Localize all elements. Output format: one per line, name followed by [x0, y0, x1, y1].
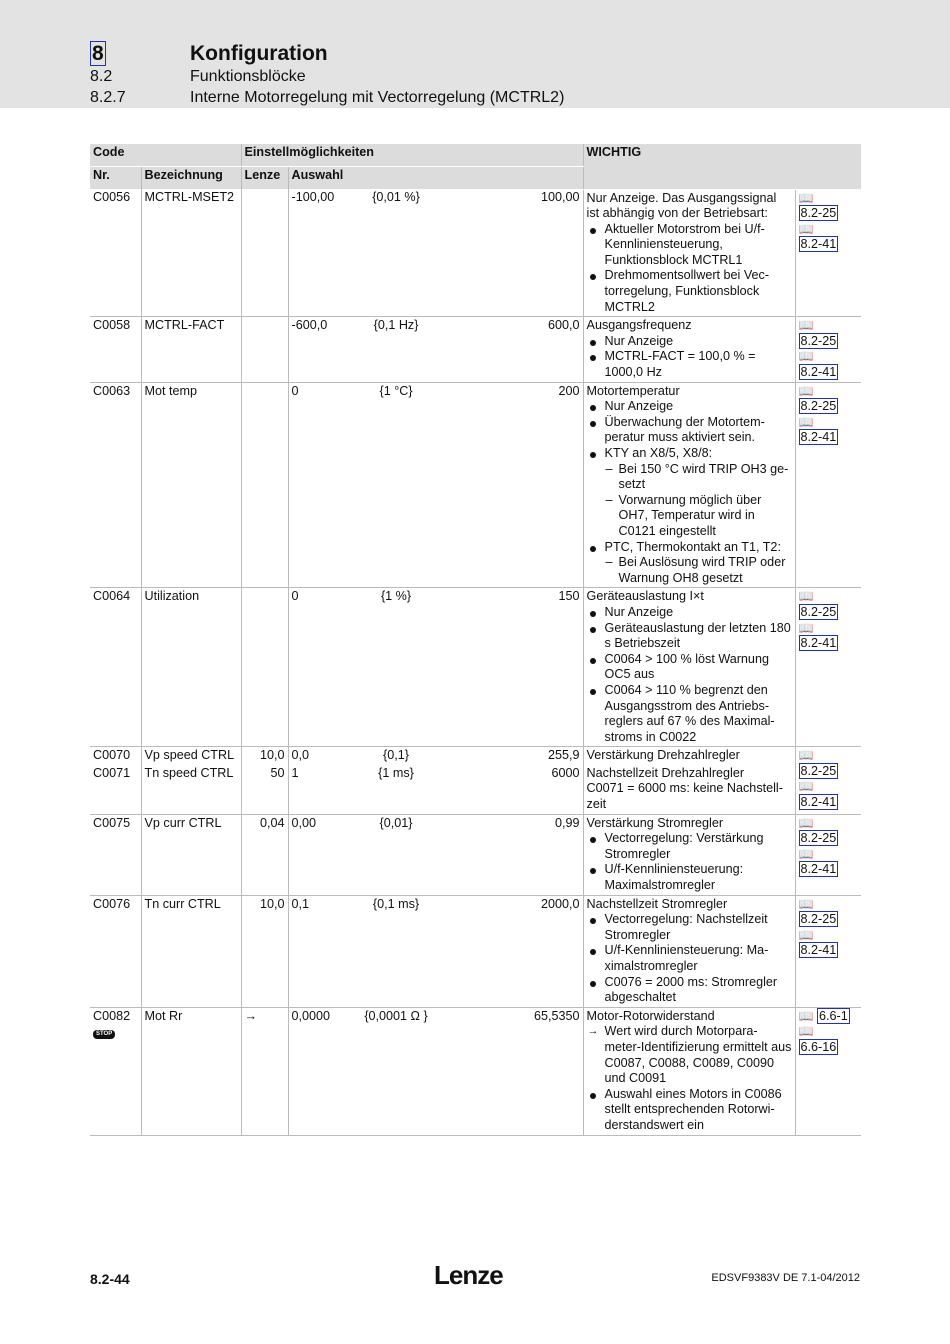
stop-icon: STOP — [93, 1030, 115, 1039]
description — [583, 1007, 795, 1135]
code-nr: C0076 — [90, 895, 141, 1007]
code-name: Vp speed CTRL — [141, 747, 241, 765]
table-row — [90, 747, 861, 765]
range-min: 0,1 — [288, 895, 361, 1007]
lenze-default: 10,0 — [241, 895, 288, 1007]
lenze-logo: Lenze — [434, 1260, 503, 1290]
book-icon: 📖 — [798, 589, 814, 604]
ref-link[interactable]: 8.2-25 — [800, 333, 837, 348]
code-name: Tn speed CTRL — [141, 765, 241, 814]
code-nr: C0075 — [90, 814, 141, 895]
section-number: 8.2 — [90, 68, 113, 85]
book-icon: 📖 — [798, 748, 814, 763]
book-icon: 📖 — [798, 927, 814, 942]
references — [795, 317, 861, 382]
range-max: 150 — [431, 588, 583, 747]
bullet-item: Nur Anzeige — [605, 605, 792, 621]
code-nr: C0064 — [90, 588, 141, 747]
bullet-item: Vectorregelung: Nachstellzeit Stromregler — [605, 912, 792, 943]
ref-link[interactable]: 8.2-25 — [800, 831, 837, 846]
range-min: 0 — [288, 382, 361, 588]
code-nr: C0063 — [90, 382, 141, 588]
description — [583, 317, 795, 382]
range-step: {0,1} — [383, 748, 409, 763]
bullet-item: U/f-Kennliniensteuerung: Ma-ximalstromregler — [605, 943, 792, 974]
range-max: 600,0 — [431, 317, 583, 382]
bullet-item: Überwachung der Motortem-peratur muss aktiviert sein. — [605, 415, 792, 446]
bullet-item — [605, 540, 792, 587]
page-number: 8.2-44 — [90, 1271, 130, 1287]
range-max: 200 — [431, 382, 583, 588]
description-lead: Verstärkung Drehzahlregler — [586, 748, 740, 763]
header-nr: Nr. — [90, 167, 141, 190]
header-code: Code — [90, 144, 241, 167]
book-icon: 📖 — [798, 190, 814, 205]
book-icon: 📖 — [798, 815, 814, 830]
description-lead: Motor-Rotorwiderstand — [586, 1008, 715, 1023]
description — [583, 765, 795, 814]
ref-link[interactable]: 8.2-25 — [800, 604, 837, 619]
code-name: Vp curr CTRL — [141, 814, 241, 895]
range-max: 2000,0 — [431, 895, 583, 1007]
bullet-item: C0064 > 100 % löst Warnung OC5 aus — [605, 652, 792, 683]
code-name: Mot Rr — [141, 1007, 241, 1135]
description — [583, 895, 795, 1007]
ref-link[interactable]: 8.2-41 — [800, 430, 837, 445]
references — [795, 1007, 861, 1135]
description-lead: Nachstellzeit Stromregler — [586, 896, 728, 911]
range-step: {1 %} — [361, 588, 431, 747]
table-row — [90, 588, 861, 747]
book-icon: 📖 — [798, 349, 814, 364]
bullet-item — [605, 446, 792, 540]
range-step: {0,1 Hz} — [361, 317, 431, 382]
table-row — [90, 895, 861, 1007]
book-icon: 📖 — [798, 1008, 814, 1023]
description — [583, 189, 795, 317]
code-nr: C0082 — [93, 1008, 131, 1023]
code-nr: C0070 — [93, 748, 131, 763]
range-min: 0,0 — [288, 747, 361, 765]
references — [795, 588, 861, 747]
subsection-number: 8.2.7 — [90, 89, 126, 106]
lenze-default — [241, 588, 288, 747]
description-lead: Nur Anzeige. Das Ausgangssignal ist abhängig von der Betriebsart: — [586, 190, 777, 221]
document-id: EDSVF9383V DE 7.1-04/2012 — [711, 1272, 860, 1284]
ref-link[interactable]: 8.2-41 — [800, 636, 837, 651]
code-name: Tn curr CTRL — [141, 895, 241, 1007]
description-lead: Ausgangsfrequenz — [586, 318, 692, 333]
lenze-default: 10,0 — [241, 747, 288, 765]
lenze-default: 0,04 — [241, 814, 288, 895]
code-table — [90, 144, 861, 1136]
references — [795, 814, 861, 895]
description — [583, 747, 795, 765]
range-step: {1 °C} — [361, 382, 431, 588]
code-name: MCTRL-FACT — [141, 317, 241, 382]
chapter-title: Konfiguration — [190, 42, 328, 65]
subsection-title: Interne Motorregelung mit Vectorregelung (MCTRL2) — [190, 89, 565, 106]
code-nr: C0071 — [90, 765, 141, 814]
table-row — [90, 1007, 861, 1135]
section-heading — [90, 68, 306, 86]
description-lead: Motortemperatur — [586, 383, 680, 398]
bullet-item: C0076 = 2000 ms: Stromregler abgeschaltet — [605, 975, 792, 1006]
dash-item: – Bei 150 °C wird TRIP OH3 ge-setzt — [619, 462, 792, 493]
lenze-default — [241, 189, 288, 317]
range-min: -100,00 — [288, 189, 361, 317]
description-lead: Nachstellzeit Drehzahlregler — [586, 765, 745, 780]
references — [795, 747, 861, 814]
description — [583, 588, 795, 747]
dash-item: – Vorwarnung möglich über OH7, Temperatur wird in C0121 eingestellt — [619, 493, 792, 540]
range-min: 1 — [288, 765, 361, 814]
description-lead: Geräteauslastung I×t — [586, 589, 704, 604]
range-max: 100,00 — [431, 189, 583, 317]
bullet-item: Drehmomentsollwert bei Vec-torregelung, Funktionsblock MCTRL2 — [605, 268, 792, 315]
range-step: {1 ms} — [361, 765, 431, 814]
range-step: {0,0001 Ω } — [361, 1007, 431, 1135]
code-nr: C0056 — [90, 189, 141, 317]
description-note: C0071 = 6000 ms: keine Nachstell-zeit — [586, 781, 783, 812]
range-min: 0,0000 — [288, 1007, 361, 1135]
book-icon: 📖 — [798, 620, 814, 635]
description — [583, 382, 795, 588]
header-important: WICHTIG — [583, 144, 861, 189]
references — [795, 189, 861, 317]
chapter-heading — [90, 42, 328, 66]
range-min: 0 — [288, 588, 361, 747]
book-icon: 📖 — [798, 221, 814, 236]
table-row — [90, 189, 861, 317]
code-name: Utilization — [141, 588, 241, 747]
ref-link[interactable]: 8.2-41 — [800, 862, 837, 877]
range-max: 0,99 — [431, 814, 583, 895]
ref-link[interactable]: 8.2-41 — [800, 365, 837, 380]
header-settings: Einstellmöglichkeiten — [241, 144, 583, 167]
lenze-default: → — [241, 1007, 288, 1135]
bullet-item: Vectorregelung: Verstärkung Stromregler — [605, 831, 792, 862]
bullet-item: C0064 > 110 % begrenzt den Ausgangsstrom des Antriebs-reglers auf 67 % des Maximal-stroms in C0022 — [605, 683, 792, 745]
book-icon: 📖 — [798, 318, 814, 333]
table-row — [90, 814, 861, 895]
lenze-default — [241, 317, 288, 382]
code-nr-cell — [90, 1007, 141, 1135]
code-name: Mot temp — [141, 382, 241, 588]
page-header — [0, 0, 950, 108]
range-max: 255,9 — [548, 748, 580, 763]
lenze-default — [241, 382, 288, 588]
code-nr: C0058 — [90, 317, 141, 382]
book-icon: 📖 — [798, 846, 814, 861]
range-min: 0,00 — [288, 814, 361, 895]
book-icon: 📖 — [798, 779, 814, 794]
code-name: MCTRL-MSET2 — [141, 189, 241, 317]
range-max: 6000 — [431, 765, 583, 814]
references — [795, 895, 861, 1007]
header-selection: Auswahl — [288, 167, 583, 190]
bullet-text: PTC, Thermokontakt an T1, T2: — [604, 539, 781, 554]
ref-link[interactable]: 8.2-41 — [800, 943, 837, 958]
dash-item: – Bei Auslösung wird TRIP oder Warnung OH8 gesetzt — [619, 555, 792, 586]
arrow-item: → Wert wird durch Motorpara-meter-Identifizierung ermittelt aus C0087, C0088, C0089, C0090 und C0091 — [605, 1024, 792, 1086]
chapter-number-link[interactable]: 8 — [92, 42, 104, 65]
bullet-item: Aktueller Motorstrom bei U/f-Kennliniensteuerung, Funktionsblock MCTRL1 — [605, 222, 792, 269]
subsection-heading — [90, 89, 564, 107]
bullet-item: MCTRL-FACT = 100,0 % = 1000,0 Hz — [605, 349, 792, 380]
range-step: {0,01 %} — [361, 189, 431, 317]
range-min: -600,0 — [288, 317, 361, 382]
ref-link[interactable]: 8.2-25 — [800, 399, 837, 414]
ref-link[interactable]: 8.2-41 — [800, 795, 837, 810]
ref-link[interactable]: 6.6-1 — [819, 1008, 848, 1023]
table-row — [90, 765, 861, 814]
bullet-item: U/f-Kennliniensteuerung: Maximalstromregler — [605, 862, 792, 893]
header-name: Bezeichnung — [141, 167, 241, 190]
ref-link[interactable]: 8.2-25 — [800, 912, 837, 927]
ref-link[interactable]: 8.2-25 — [800, 763, 837, 778]
book-icon: 📖 — [798, 414, 814, 429]
bullet-text: KTY an X8/5, X8/8: — [604, 446, 713, 460]
range-max: 65,5350 — [431, 1007, 583, 1135]
bullet-item: Nur Anzeige — [605, 399, 792, 415]
range-step: {0,01} — [361, 814, 431, 895]
references — [795, 382, 861, 588]
ref-link[interactable]: 8.2-25 — [800, 206, 837, 221]
bullet-item: Geräteauslastung der letzten 180 s Betriebszeit — [604, 620, 791, 651]
ref-link[interactable]: 8.2-41 — [800, 237, 837, 252]
lenze-default: 50 — [241, 765, 288, 814]
bullet-item: Auswahl eines Motors in C0086 stellt entsprechenden Rotorwi-derstandswert ein — [605, 1087, 792, 1134]
header-lenze: Lenze — [241, 167, 288, 190]
section-title: Funktionsblöcke — [190, 68, 306, 85]
description-lead: Verstärkung Stromregler — [586, 815, 724, 830]
ref-link[interactable]: 6.6-16 — [800, 1039, 837, 1054]
book-icon: 📖 — [798, 383, 814, 398]
description — [583, 814, 795, 895]
bullet-item: Nur Anzeige — [605, 334, 792, 350]
range-step: {0,1 ms} — [361, 895, 431, 1007]
book-icon: 📖 — [798, 1024, 814, 1039]
book-icon: 📖 — [798, 896, 814, 911]
table-row — [90, 317, 861, 382]
table-row — [90, 382, 861, 588]
